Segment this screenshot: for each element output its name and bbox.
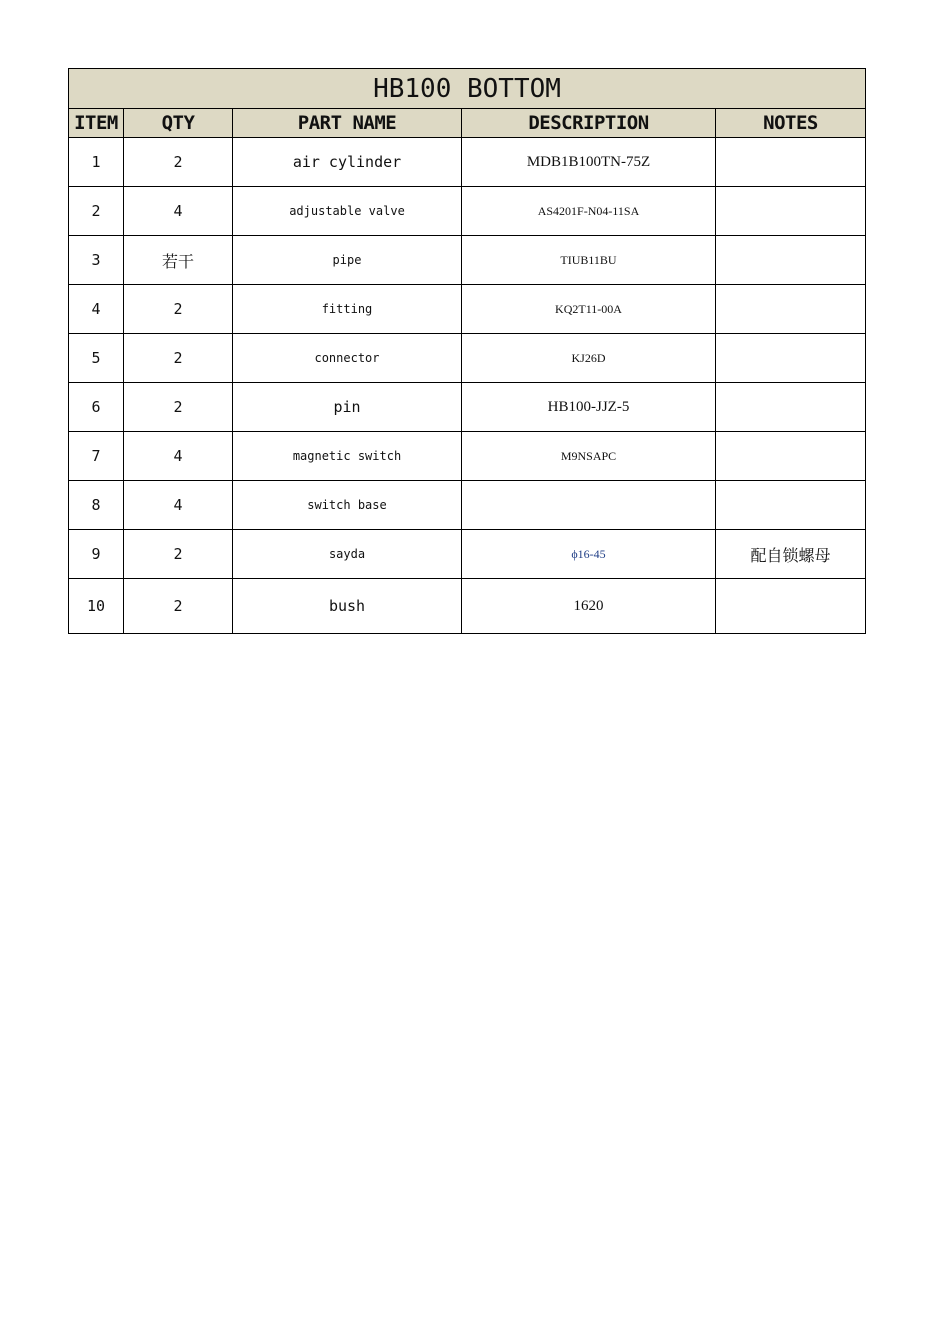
qty-cell: 2 <box>124 383 233 432</box>
part-name-cell: bush <box>233 579 462 634</box>
table-row <box>69 138 866 187</box>
qty-cell: 4 <box>124 187 233 236</box>
notes-cell <box>716 138 866 187</box>
table-row <box>69 481 866 530</box>
description-cell: AS4201F-N04-11SA <box>462 187 716 236</box>
table-row <box>69 285 866 334</box>
description-cell: KQ2T11-00A <box>462 285 716 334</box>
description-cell: ϕ16-45 <box>462 530 716 579</box>
item-cell: 6 <box>69 383 124 432</box>
item-cell: 7 <box>69 432 124 481</box>
header-row <box>69 109 866 138</box>
item-cell: 2 <box>69 187 124 236</box>
notes-cell <box>716 236 866 285</box>
qty-cell: 4 <box>124 481 233 530</box>
part-name-cell: switch base <box>233 481 462 530</box>
part-name-cell: fitting <box>233 285 462 334</box>
qty-cell: 2 <box>124 285 233 334</box>
part-name-cell: pin <box>233 383 462 432</box>
notes-cell <box>716 579 866 634</box>
part-name-cell: connector <box>233 334 462 383</box>
table-row <box>69 334 866 383</box>
part-name-cell: pipe <box>233 236 462 285</box>
table-row <box>69 383 866 432</box>
notes-cell <box>716 285 866 334</box>
item-cell: 1 <box>69 138 124 187</box>
table-row <box>69 432 866 481</box>
notes-cell: 配自锁螺母 <box>716 530 866 579</box>
column-header-item: ITEM <box>69 109 124 138</box>
description-cell: MDB1B100TN-75Z <box>462 138 716 187</box>
item-cell: 9 <box>69 530 124 579</box>
description-cell: 1620 <box>462 579 716 634</box>
table-row <box>69 579 866 634</box>
part-name-cell: magnetic switch <box>233 432 462 481</box>
item-cell: 5 <box>69 334 124 383</box>
part-name-cell: sayda <box>233 530 462 579</box>
column-header-part-name: PART NAME <box>233 109 462 138</box>
table-row <box>69 530 866 579</box>
parts-list-table <box>68 68 866 634</box>
qty-cell: 2 <box>124 530 233 579</box>
notes-cell <box>716 432 866 481</box>
description-cell <box>462 481 716 530</box>
column-header-description: DESCRIPTION <box>462 109 716 138</box>
item-cell: 10 <box>69 579 124 634</box>
description-cell: HB100-JJZ-5 <box>462 383 716 432</box>
notes-cell <box>716 334 866 383</box>
qty-cell: 2 <box>124 334 233 383</box>
qty-cell: 4 <box>124 432 233 481</box>
table-title: HB100 BOTTOM <box>69 69 866 109</box>
item-cell: 4 <box>69 285 124 334</box>
description-cell: KJ26D <box>462 334 716 383</box>
item-cell: 3 <box>69 236 124 285</box>
part-name-cell: air cylinder <box>233 138 462 187</box>
notes-cell <box>716 187 866 236</box>
qty-cell: 2 <box>124 138 233 187</box>
description-cell: TIUB11BU <box>462 236 716 285</box>
table-row <box>69 187 866 236</box>
description-cell: M9NSAPC <box>462 432 716 481</box>
notes-cell <box>716 383 866 432</box>
qty-cell: 2 <box>124 579 233 634</box>
qty-cell: 若干 <box>124 236 233 285</box>
notes-cell <box>716 481 866 530</box>
column-header-qty: QTY <box>124 109 233 138</box>
item-cell: 8 <box>69 481 124 530</box>
table-row <box>69 236 866 285</box>
column-header-notes: NOTES <box>716 109 866 138</box>
part-name-cell: adjustable valve <box>233 187 462 236</box>
